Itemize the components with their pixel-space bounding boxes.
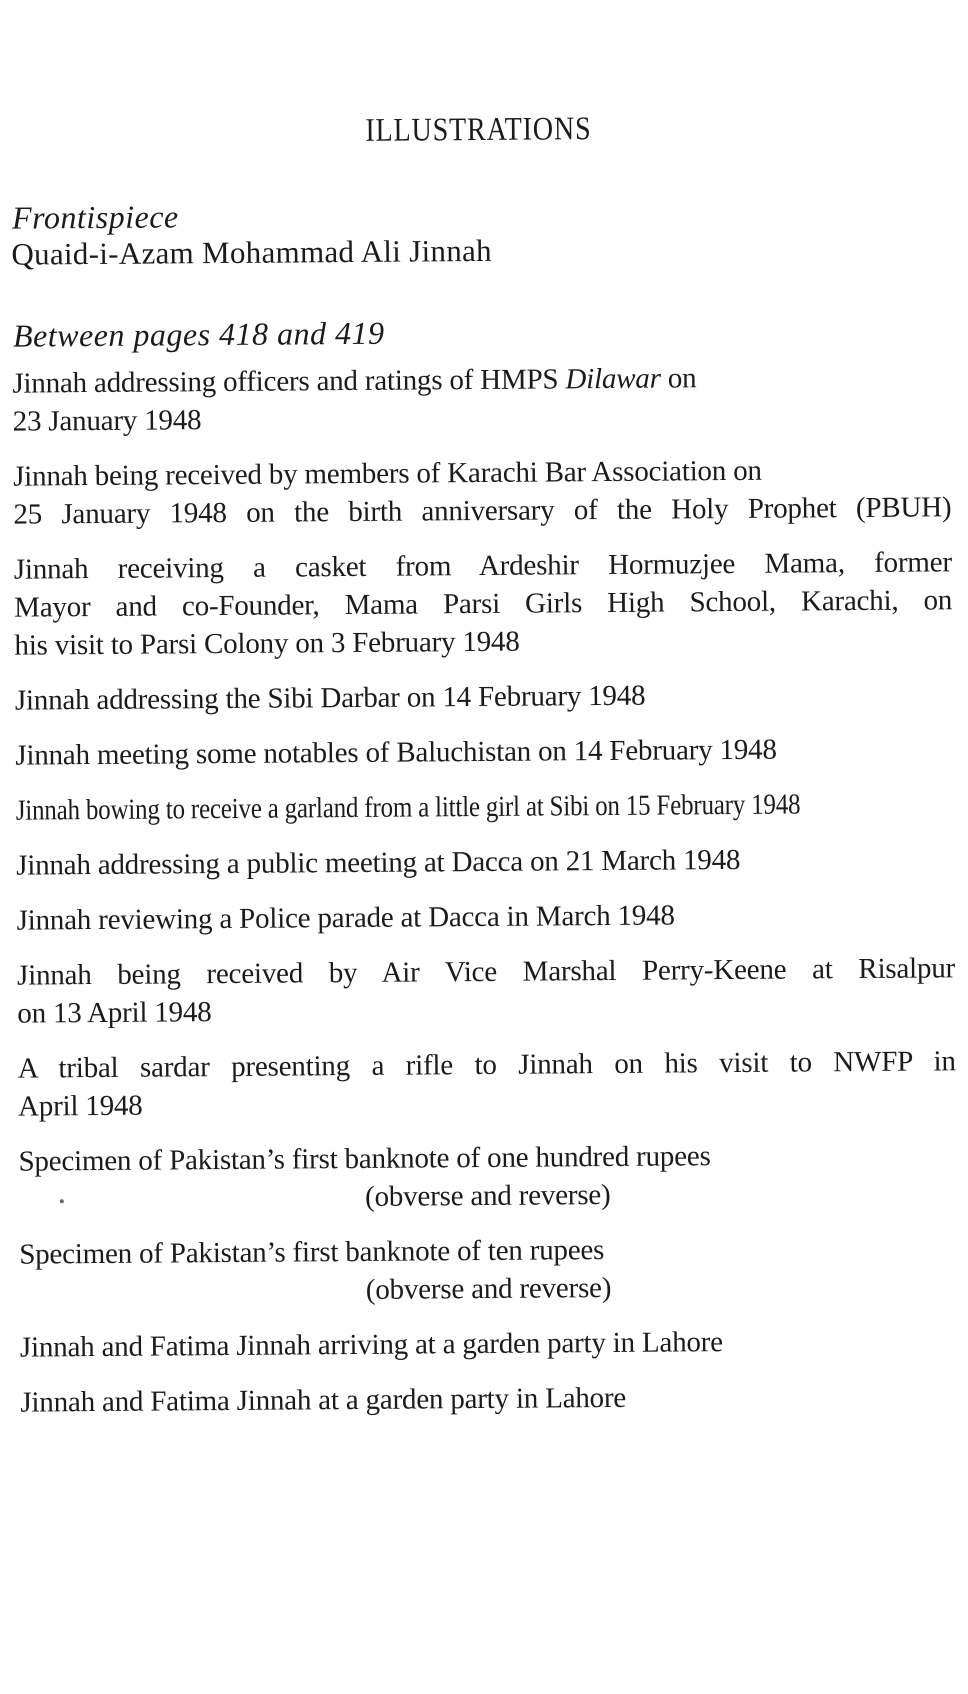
illustration-entry [13, 450, 952, 533]
illustration-entry [15, 674, 953, 719]
frontispiece-label: Frontispiece [11, 198, 179, 236]
entry-line: April 1948 [17, 1089, 143, 1123]
illustration-entry [16, 894, 954, 939]
illustration-entry [16, 784, 954, 829]
scan-artifact-dot [60, 1199, 64, 1203]
illustration-entry [16, 839, 954, 884]
illustration-entry [20, 1376, 958, 1421]
entry-line: Specimen of Pakistan’s first banknote of ten rupees [19, 1234, 605, 1271]
entry-line: Jinnah meeting some notables of Baluchistan on 14 February 1948 [15, 733, 777, 772]
entry-line: 23 January 1948 [12, 404, 202, 438]
entry-line: his visit to Parsi Colony on 3 February 1948 [14, 625, 520, 662]
illustrations-list [12, 357, 958, 1438]
entry-line: Jinnah being received by members of Karachi Bar Association on [13, 454, 762, 493]
entry-line: 25 January 1948 on the birth anniversary of the Holy Prophet (PBUH) [13, 491, 952, 531]
ship-name-italic: Dilawar [565, 362, 661, 396]
illustration-entry [18, 1135, 957, 1218]
entry-line: Jinnah receiving a casket from Ardeshir Hormuzjee Mama, former [13, 546, 952, 586]
entry-text: on [660, 362, 697, 395]
entry-line: Jinnah reviewing a Police parade at Dacca in March 1948 [16, 899, 675, 937]
illustration-entry [19, 1228, 958, 1311]
page-title-text: ILLUSTRATIONS [365, 111, 592, 149]
illustration-entry [15, 729, 953, 774]
entry-line-centered: (obverse and reverse) [364, 1178, 611, 1213]
illustration-entry [14, 543, 953, 664]
entry-line: Mayor and co-Founder, Mama Parsi Girls High School, Karachi, on [14, 584, 953, 624]
page-title [0, 108, 963, 153]
illustration-entry [17, 949, 956, 1032]
illustration-entry [18, 1042, 957, 1125]
entry-text: Jinnah addressing officers and ratings of HMPS [12, 363, 566, 400]
entry-line: on 13 April 1948 [17, 996, 212, 1030]
entry-line: Jinnah addressing the Sibi Darbar on 14 February 1948 [14, 679, 646, 717]
illustration-entry [12, 357, 951, 440]
section-heading: Between pages 418 and 419 [12, 314, 385, 354]
entry-line: A tribal sardar presenting a rifle to Jinnah on his visit to NWFP in [17, 1045, 956, 1085]
entry-line: Jinnah and Fatima Jinnah at a garden party in Lahore [20, 1381, 627, 1419]
entry-line: Jinnah being received by Air Vice Marshal Perry-Keene at Risalpur [16, 952, 956, 992]
entry-line: Specimen of Pakistan’s first banknote of one hundred rupees [18, 1140, 711, 1178]
entry-line: Jinnah bowing to receive a garland from a little girl at Sibi on 15 February 1948 [15, 788, 801, 827]
entry-line: Jinnah and Fatima Jinnah arriving at a garden party in Lahore [19, 1326, 723, 1364]
illustration-entry [20, 1321, 958, 1366]
entry-line-centered: (obverse and reverse) [365, 1271, 612, 1306]
entry-line: Jinnah addressing a public meeting at Dacca on 21 March 1948 [16, 843, 741, 882]
frontispiece-caption: Quaid-i-Azam Mohammad Ali Jinnah [11, 232, 493, 272]
